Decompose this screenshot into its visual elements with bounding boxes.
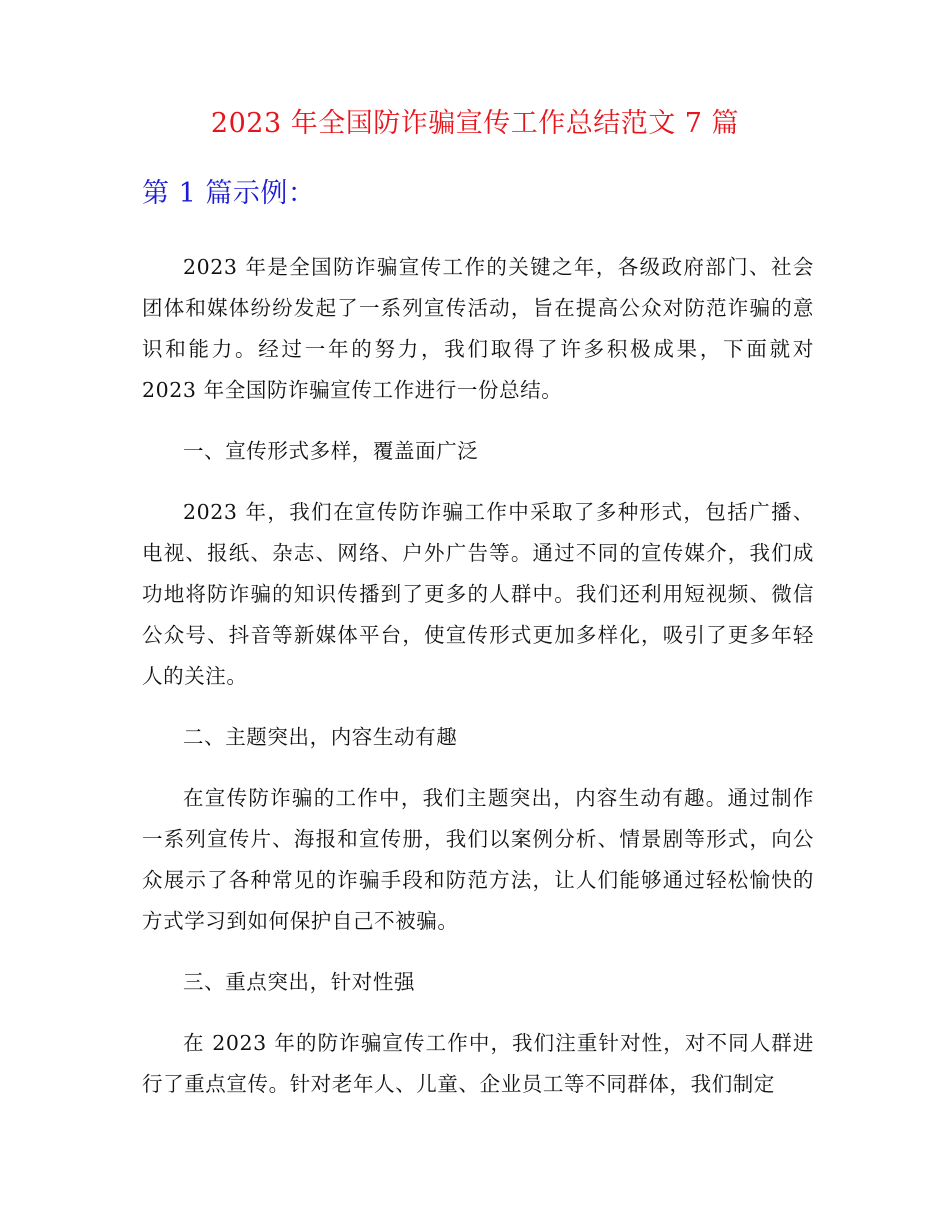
document-title: 2023 年全国防诈骗宣传工作总结范文 7 篇 [210, 108, 740, 139]
paragraph-forms: 2023 年，我们在宣传防诈骗工作中采取了多种形式，包括广播、电视、报纸、杂志、网络、户外广告等。通过不同的宣传媒介，我们成功地将防诈骗的知识传播到了更多的人群中。我们还利用短视频、微信公众号、抖音等新媒体平台，使宣传形式更加多样化，吸引了更多年轻人的关注。 [142, 500, 814, 688]
subheading-two: 二、主题突出，内容生动有趣 [183, 725, 458, 749]
paragraph-targeting: 在 2023 年的防诈骗宣传工作中，我们注重针对性，对不同人群进行了重点宣传。针对老年人、儿童、企业员工等不同群体，我们制定 [142, 1031, 814, 1096]
paragraph-content: 在宣传防诈骗的工作中，我们主题突出，内容生动有趣。通过制作一系列宣传片、海报和宣传册，我们以案例分析、情景剧等形式，向公众展示了各种常见的诈骗手段和防范方法，让人们能够通过轻松愉快的方式学习到如何保护自己不被骗。 [142, 786, 814, 933]
subheading-one: 一、宣传形式多样，覆盖面广泛 [183, 439, 479, 463]
section-heading: 第 1 篇示例： [142, 178, 316, 209]
document-body [142, 247, 814, 1125]
subheading-three: 三、重点突出，针对性强 [183, 970, 416, 994]
paragraph-intro: 2023 年是全国防诈骗宣传工作的关键之年，各级政府部门、社会团体和媒体纷纷发起了一系列宣传活动，旨在提高公众对防范诈骗的意识和能力。经过一年的努力，我们取得了许多积极成果，下面就对 2023 年全国防诈骗宣传工作进行一份总结。 [142, 255, 814, 402]
